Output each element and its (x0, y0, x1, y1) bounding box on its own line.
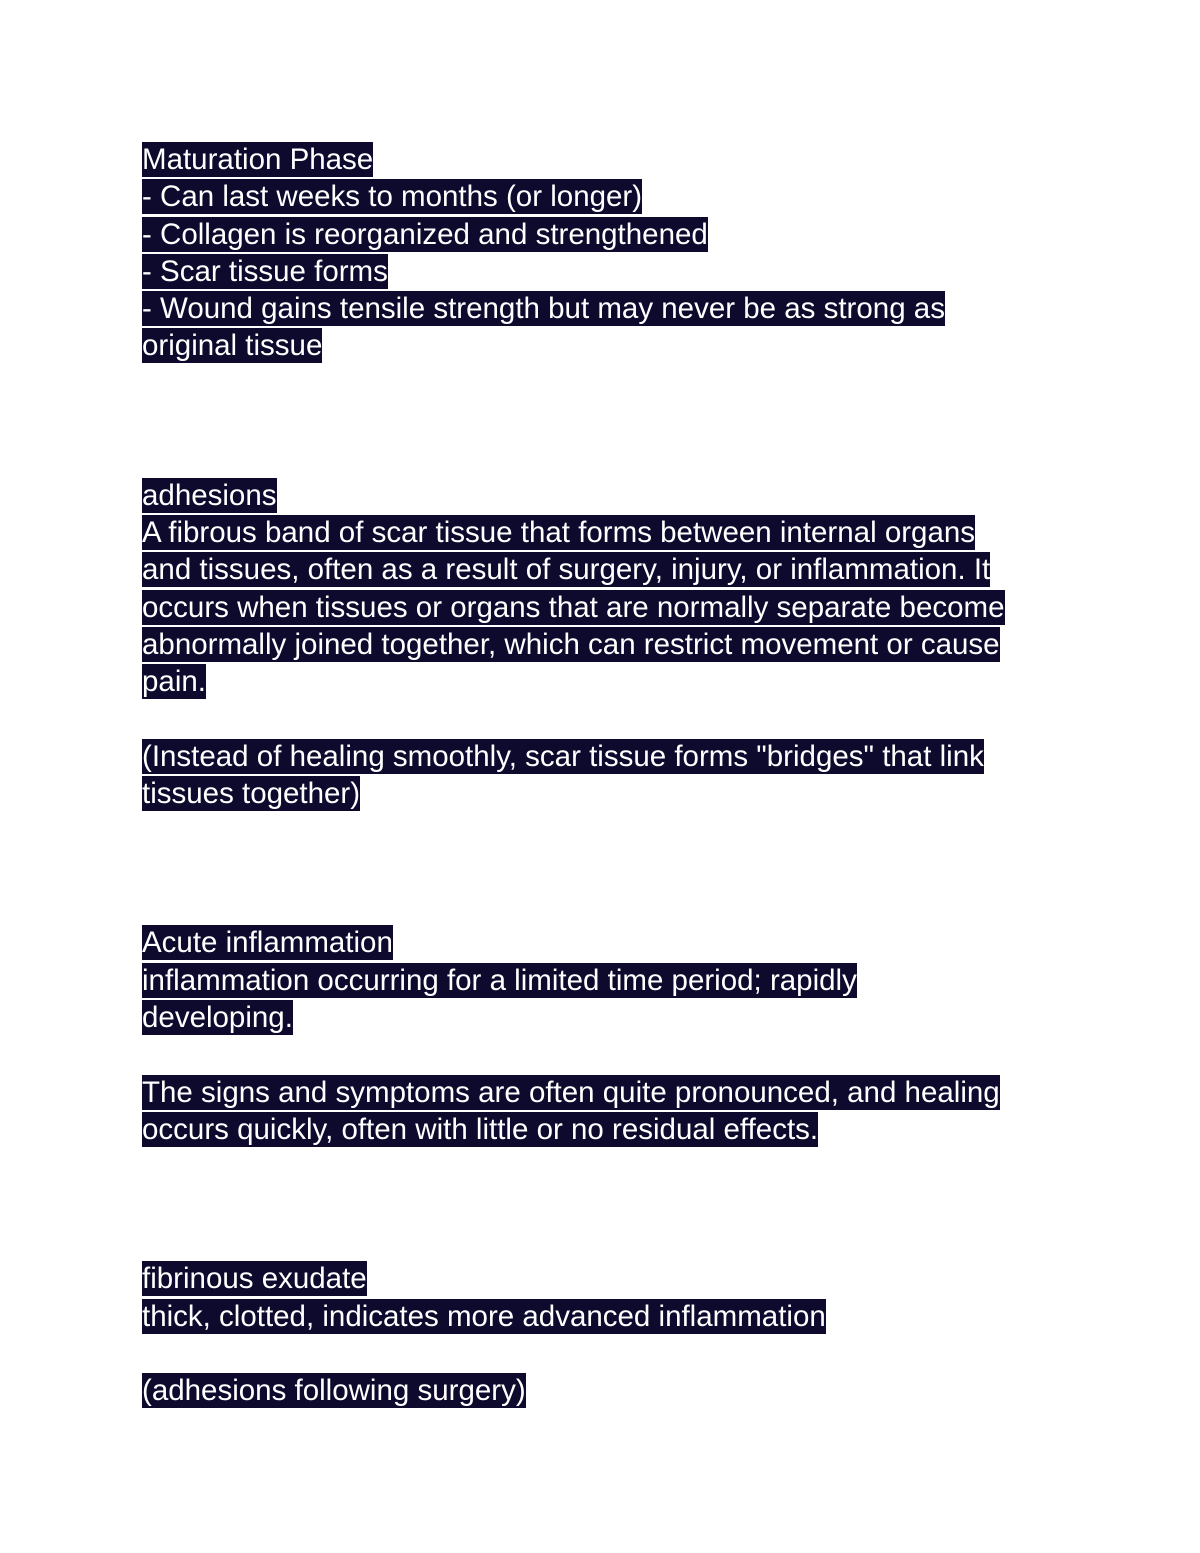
spacer (142, 1335, 1072, 1372)
note-line: (Instead of healing smoothly, scar tissue forms "bridges" that link (142, 739, 984, 773)
card-term: fibrinous exudate (142, 1262, 367, 1296)
card-adhesions (142, 477, 1072, 813)
definition-line: - Can last weeks to months (or longer) (142, 180, 643, 214)
spacer (142, 701, 1072, 738)
definition-line: pain. (142, 665, 206, 699)
definition-line: thick, clotted, indicates more advanced inflammation (142, 1299, 826, 1333)
definition-line: abnormally joined together, which can restrict movement or cause (142, 627, 1000, 661)
note-line: tissues together) (142, 777, 361, 811)
definition-line: and tissues, often as a result of surgery, injury, or inflammation. It (142, 553, 991, 587)
card-term: Maturation Phase (142, 143, 374, 176)
spacer (142, 1148, 1072, 1260)
card-acute-inflammation (142, 924, 1072, 1148)
definition-line: developing. (142, 1001, 293, 1035)
document-page (142, 141, 1072, 1409)
note-line: The signs and symptoms are often quite pronounced, and healing (142, 1075, 1000, 1109)
definition-line: A fibrous band of scar tissue that forms between internal organs (142, 516, 976, 550)
definition-line: - Collagen is reorganized and strengthened (142, 217, 708, 251)
definition-line: inflammation occurring for a limited time period; rapidly (142, 963, 857, 997)
definition-line: occurs when tissues or organs that are normally separate become (142, 590, 1005, 624)
spacer (142, 812, 1072, 924)
definition-line: - Wound gains tensile strength but may never be as strong as (142, 292, 945, 326)
definition-line: - Scar tissue forms (142, 254, 388, 288)
card-term: Acute inflammation (142, 926, 393, 960)
spacer (142, 1036, 1072, 1073)
card-fibrinous-exudate (142, 1260, 1072, 1409)
spacer (142, 365, 1072, 477)
card-term: adhesions (142, 478, 277, 512)
definition-line: original tissue (142, 329, 323, 363)
note-line: (adhesions following surgery) (142, 1374, 526, 1408)
card-maturation-phase (142, 141, 1072, 365)
note-line: occurs quickly, often with little or no residual effects. (142, 1112, 819, 1146)
